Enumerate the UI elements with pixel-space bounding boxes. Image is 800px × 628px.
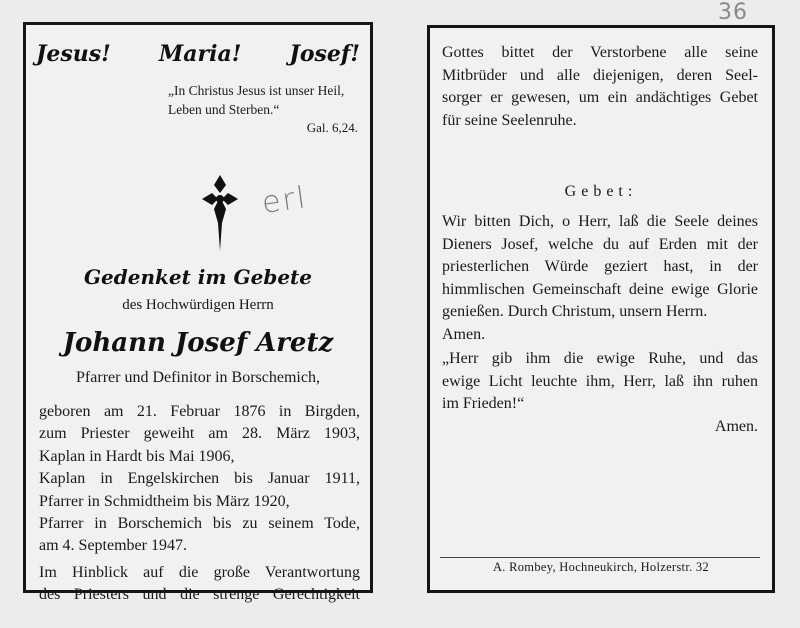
prayer-line: himmlischen Gemeinschaft deine ewige Glorie (442, 280, 758, 298)
acclamation-row (36, 41, 360, 67)
prayer-line: genießen. Durch Christum, unsern Herrn. (442, 303, 708, 320)
prayer-line: priesterlichen Würde geziert hast, in der (442, 258, 758, 275)
biography-line: zum Priester geweiht am 28. März 1903, (39, 425, 360, 443)
requiem-line: im Frieden!“ (442, 395, 525, 412)
prayer-line: Wir bitten Dich, o Herr, laß die Seele deines (442, 213, 758, 230)
cross-icon (200, 175, 240, 251)
heading-remember: Gedenket im Gebete (83, 265, 313, 289)
intro-line: für seine Seelenruhe. (442, 111, 577, 129)
divider-rule (440, 557, 760, 558)
printer-imprint: A. Rombey, Hochneukirch, Holzerstr. 32 (492, 560, 710, 574)
biography-line: Kaplan in Hardt bis Mai 1906, (39, 447, 235, 465)
prayer-line: Dieners Josef, welche du auf Erden mit der (442, 235, 758, 253)
motto-line: „In Christus Jesus ist unser Heil, (168, 83, 345, 98)
biography-line: am 4. September 1947. (39, 537, 187, 555)
acclamation-josef: Josef! (289, 41, 360, 67)
left-memorial-panel (23, 22, 373, 604)
prayer-title: Gebet: (564, 183, 638, 200)
intro-line: Mitbrüder und alle diejenigen, deren Seel- (442, 66, 758, 84)
motto-line: Leben und Sterben.“ (168, 102, 280, 117)
deceased-name: Johann Josef Aretz (62, 328, 334, 358)
requiem-text (442, 348, 758, 438)
biography-line: Pfarrer in Schmidtheim bis März 1920, (39, 492, 290, 510)
deceased-office: Pfarrer und Definitor in Borschemich, (76, 369, 320, 386)
acclamation-jesus: Jesus! (36, 41, 111, 67)
closing-line: Im Hinblick auf die große Verantwortung (39, 563, 360, 581)
honorific-subtitle: des Hochwürdigen Herrn (122, 297, 274, 313)
intro-text (442, 42, 758, 132)
motto-reference: Gal. 6,24. (306, 120, 358, 135)
biography-line: geboren am 21. Februar 1876 in Birgden, (39, 403, 360, 420)
biography (39, 401, 360, 607)
scripture-motto (168, 81, 360, 119)
intro-line: sorger er gewesen, um ein andächtiges Gebet (442, 89, 758, 106)
biography-line: Kaplan in Engelskirchen bis Januar 1911, (39, 470, 360, 488)
prayer-line: Amen. (442, 325, 486, 343)
pencil-annotation: erl (259, 180, 310, 221)
closing-line: des Priesters und die strenge Gerechtigkeit (39, 586, 360, 604)
biography-line: Pfarrer in Borschemich bis zu seinem Tode, (39, 515, 360, 533)
prayer-text (442, 211, 758, 346)
final-amen: Amen. (714, 417, 758, 435)
handwritten-page-number: 36 (718, 0, 748, 25)
intro-line: Gottes bittet der Verstorbene alle seine (442, 44, 758, 61)
requiem-line: ewige Licht leuchte ihm, Herr, laß ihn ruhen (442, 372, 758, 390)
right-prayer-panel (427, 25, 775, 593)
requiem-line: „Herr gib ihm die ewige Ruhe, und das (442, 350, 758, 367)
acclamation-maria: Maria! (158, 41, 242, 67)
